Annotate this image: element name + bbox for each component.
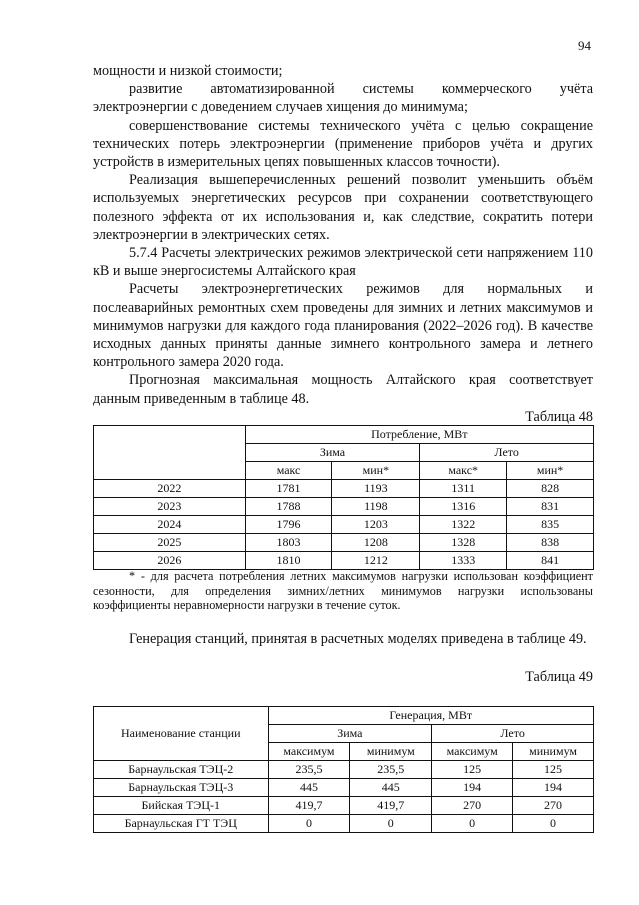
table49-header-winter: Зима <box>268 725 432 743</box>
value-cell: 194 <box>432 779 513 797</box>
table48-header-main: Потребление, МВт <box>245 426 593 444</box>
value-cell: 1212 <box>332 552 420 570</box>
table-row <box>94 498 594 516</box>
value-cell: 835 <box>507 516 594 534</box>
value-cell: 838 <box>507 534 594 552</box>
table48-subheader: мин* <box>507 462 594 480</box>
table48-subheader: макс* <box>420 462 507 480</box>
table49-subheader: максимум <box>268 743 350 761</box>
table49-subheader: минимум <box>350 743 432 761</box>
value-cell: 270 <box>513 797 594 815</box>
value-cell: 125 <box>432 761 513 779</box>
section-heading: 5.7.4 Расчеты электрических режимов электрической сети напряжением 110 кВ и выше энергосистемы Алтайского края <box>93 245 593 280</box>
table48-caption: Таблица 48 <box>525 408 593 425</box>
table48-header-winter: Зима <box>245 444 420 462</box>
table49-caption: Таблица 49 <box>525 669 593 685</box>
table48-header-summer: Лето <box>420 444 594 462</box>
value-cell: 445 <box>268 779 350 797</box>
value-cell: 1193 <box>332 480 420 498</box>
table-48 <box>93 425 594 570</box>
value-cell: 1788 <box>245 498 332 516</box>
table49-header-summer: Лето <box>432 725 594 743</box>
table48-footnote: * - для расчета потребления летних максимумов нагрузки использован коэффициент сезонности, для определения зимних/летних минимумов нагрузки использованы коэффициенты неравномерности нагрузки в течение суток. <box>93 569 593 612</box>
year-cell: 2022 <box>94 480 246 498</box>
year-cell: 2026 <box>94 552 246 570</box>
paragraph-3: совершенствование системы технического учёта с целью сокращение технических потерь электроэнергии (применение приборов учёта и других устройств в измерительных цепях повышенных классов точности). <box>93 117 593 171</box>
table-row <box>94 516 594 534</box>
value-cell: 1322 <box>420 516 507 534</box>
table-row <box>94 480 594 498</box>
paragraph-generation: Генерация станций, принятая в расчетных моделях приведена в таблице 49. <box>129 631 587 647</box>
value-cell: 1333 <box>420 552 507 570</box>
value-cell: 0 <box>432 815 513 833</box>
paragraph-2: развитие автоматизированной системы коммерческого учёта электроэнергии с доведением случаев хищения до минимума; <box>93 81 593 116</box>
value-cell: 1311 <box>420 480 507 498</box>
value-cell: 1781 <box>245 480 332 498</box>
table-row <box>94 534 594 552</box>
table-row <box>94 552 594 570</box>
paragraph-4: Реализация вышеперечисленных решений позволит уменьшить объём используемых энергетических ресурсов при сохранении соответствующего полезного эффекта от их использования и, как следствие, сократить потери электроэнергии в электрических сетях. <box>93 172 593 243</box>
value-cell: 1316 <box>420 498 507 516</box>
value-cell: 0 <box>268 815 350 833</box>
value-cell: 270 <box>432 797 513 815</box>
value-cell: 1803 <box>245 534 332 552</box>
value-cell: 1208 <box>332 534 420 552</box>
table48-subheader: макс <box>245 462 332 480</box>
year-cell: 2025 <box>94 534 246 552</box>
value-cell: 1796 <box>245 516 332 534</box>
table49-subheader: максимум <box>432 743 513 761</box>
value-cell: 1328 <box>420 534 507 552</box>
value-cell: 0 <box>513 815 594 833</box>
station-cell: Бийская ТЭЦ-1 <box>94 797 269 815</box>
body-text-top <box>93 62 593 426</box>
table48-subheader: мин* <box>332 462 420 480</box>
station-cell: Барнаульская ГТ ТЭЦ <box>94 815 269 833</box>
page-number: 94 <box>578 38 591 53</box>
paragraph-6: Прогнозная максимальная мощность Алтайского края соответствует данным приведенным в таблице 48. <box>93 372 593 407</box>
value-cell: 841 <box>507 552 594 570</box>
table48-empty-header <box>94 426 246 480</box>
value-cell: 194 <box>513 779 594 797</box>
value-cell: 235,5 <box>350 761 432 779</box>
value-cell: 1810 <box>245 552 332 570</box>
value-cell: 1203 <box>332 516 420 534</box>
table-row <box>94 815 594 833</box>
value-cell: 1198 <box>332 498 420 516</box>
table-row <box>94 797 594 815</box>
table49-subheader: минимум <box>513 743 594 761</box>
body-text-bottom <box>93 630 593 648</box>
value-cell: 419,7 <box>350 797 432 815</box>
table49-station-header: Наименование станции <box>94 707 269 761</box>
value-cell: 831 <box>507 498 594 516</box>
station-cell: Барнаульская ТЭЦ-3 <box>94 779 269 797</box>
paragraph-5: Расчеты электроэнергетических режимов для нормальных и послеаварийных ремонтных схем проведены для зимних и летних максимумов и минимумов нагрузки для каждого года планирования (2022–2026 год). В качестве исходных данных приняты данные зимнего контрольного замера и летнего контрольного замера 2020 года. <box>93 281 593 371</box>
year-cell: 2023 <box>94 498 246 516</box>
table-row <box>94 761 594 779</box>
value-cell: 419,7 <box>268 797 350 815</box>
value-cell: 235,5 <box>268 761 350 779</box>
table-49 <box>93 706 594 833</box>
value-cell: 828 <box>507 480 594 498</box>
paragraph-1: мощности и низкой стоимости; <box>93 63 283 79</box>
value-cell: 0 <box>350 815 432 833</box>
table49-header-main: Генерация, МВт <box>268 707 594 725</box>
value-cell: 445 <box>350 779 432 797</box>
value-cell: 125 <box>513 761 594 779</box>
year-cell: 2024 <box>94 516 246 534</box>
station-cell: Барнаульская ТЭЦ-2 <box>94 761 269 779</box>
table-row <box>94 779 594 797</box>
